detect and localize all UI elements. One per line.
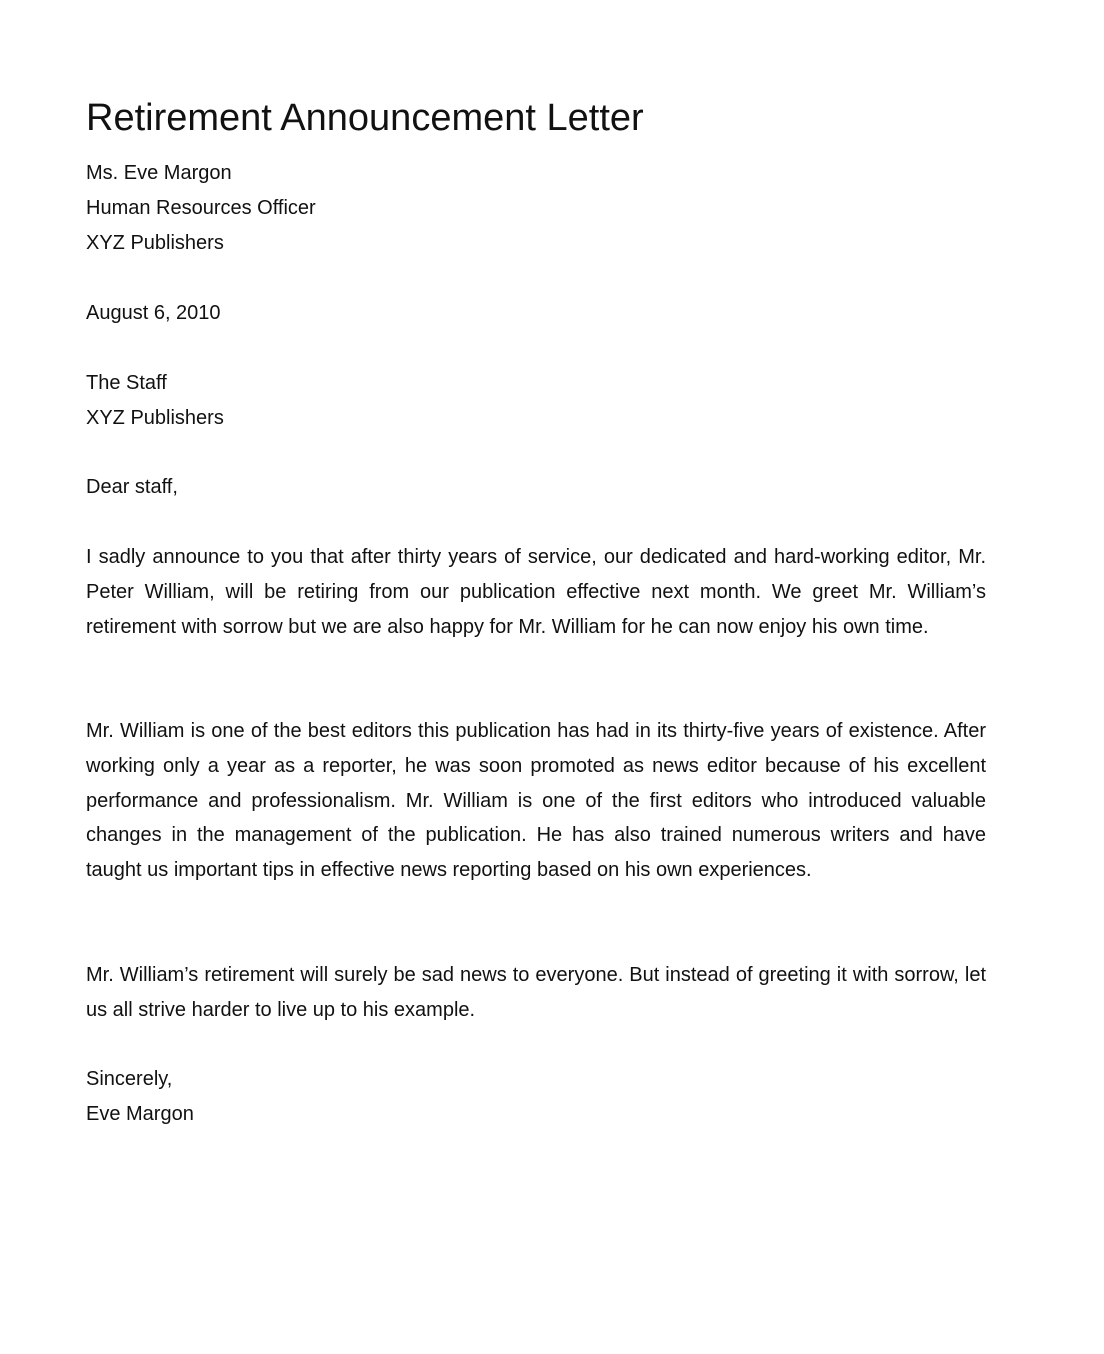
body-paragraph-1: I sadly announce to you that after thirty years of service, our dedicated and hard-working editor, Mr. Peter William, will be retiring from our publication effective next month. We greet Mr. William’s retirement with sorrow but we are also happy for Mr. William for he can now enjoy his own time.: [86, 546, 986, 638]
signature-name: Eve Margon: [86, 1103, 194, 1125]
recipient-company: XYZ Publishers: [86, 407, 224, 429]
sender-name: Ms. Eve Margon: [86, 162, 232, 184]
sender-company: XYZ Publishers: [86, 232, 224, 254]
closing: Sincerely,: [86, 1068, 173, 1090]
letter-title: Retirement Announcement Letter: [86, 97, 644, 139]
recipient-name: The Staff: [86, 372, 167, 394]
sender-position: Human Resources Officer: [86, 197, 316, 219]
body-paragraph-3: Mr. William’s retirement will surely be sad news to everyone. But instead of greeting it with sorrow, let us all strive harder to live up to his example.: [86, 964, 986, 1021]
letter-date: August 6, 2010: [86, 302, 221, 324]
salutation: Dear staff,: [86, 476, 178, 498]
body-paragraph-2: Mr. William is one of the best editors this publication has had in its thirty-five years of existence. After working only a year as a reporter, he was soon promoted as news editor because of his excellent performance and professionalism. Mr. William is one of the first editors who introduced valuable changes in the management of the publication. He has also trained numerous writers and have taught us important tips in effective news reporting based on his own experiences.: [86, 720, 986, 882]
